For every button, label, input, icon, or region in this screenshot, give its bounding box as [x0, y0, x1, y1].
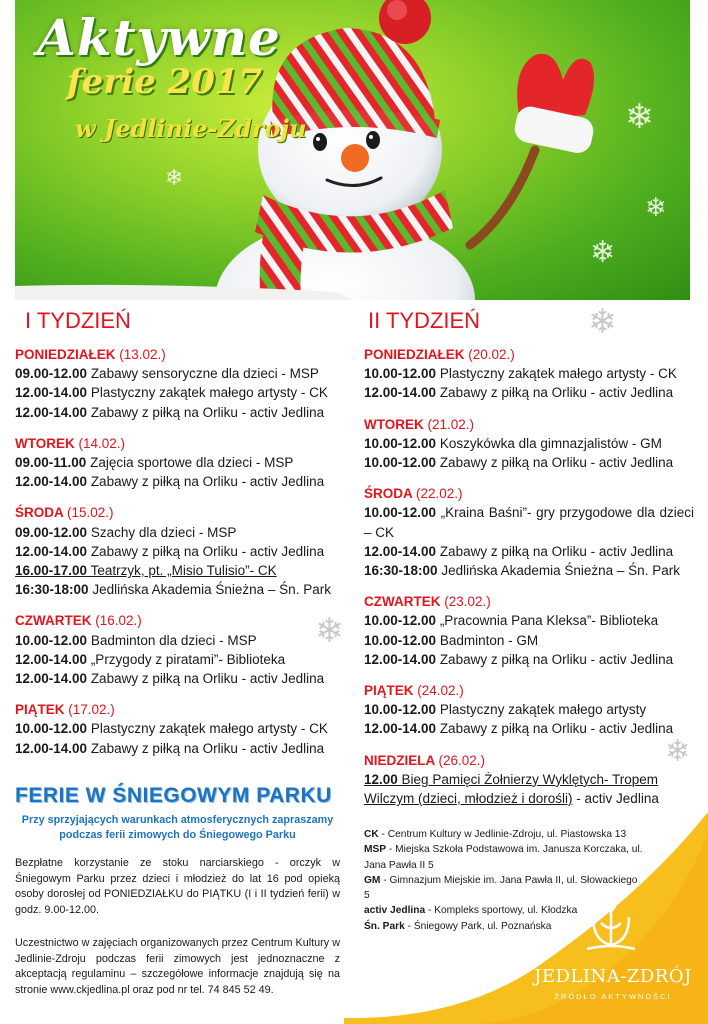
- event-row: [15, 719, 343, 738]
- event-main: [15, 721, 328, 736]
- day-name: NIEDZIELA: [364, 752, 435, 768]
- event-row: [364, 770, 694, 808]
- day-block: [364, 751, 694, 809]
- event-time: 10.00-12.00: [364, 505, 437, 521]
- snow-park-rules: Uczestnictwo w zajęciach organizowanych przez Centrum Kultury w Jedlinie-Zdroju podczas ferii zimowych jest jednoznaczne z akceptacją regulaminu – szczegółowe informacje znajdują się na stronie www.ckjedlina.pl oraz pod nr tel. 74 845 52 49.: [15, 937, 340, 996]
- event-main: [15, 455, 293, 470]
- day-name: PONIEDZIAŁEK: [364, 347, 465, 362]
- event-main: [15, 633, 257, 648]
- event-text: Zabawy z piłką na Orliku - activ Jedlina: [436, 543, 674, 559]
- event-text: „Przygody z piratami”- Biblioteka: [87, 651, 286, 667]
- day-name: WTOREK: [15, 435, 75, 451]
- legend-text: - Gimnazjum Miejskie im. Jana Pawła II, ul. Słowackiego 5: [364, 874, 638, 902]
- legend-abbr: GM: [364, 874, 381, 886]
- event-row: [364, 434, 694, 453]
- day-title: [15, 345, 343, 364]
- day-block: [364, 592, 694, 669]
- day-block: [364, 345, 694, 403]
- event-main: [364, 702, 646, 717]
- day-date: (26.02.): [438, 752, 486, 768]
- event-text: Jedlińska Akademia Śnieżna – Śn. Park: [437, 563, 680, 579]
- event-time: 10.00-12.00: [364, 632, 437, 648]
- event-row: [15, 542, 343, 561]
- event-row: [15, 650, 343, 669]
- event-row: [364, 364, 694, 383]
- event-main: [15, 525, 236, 540]
- day-date: (24.02.): [417, 683, 464, 699]
- week-1-schedule: [15, 345, 343, 770]
- legend-abbr: CK: [364, 829, 379, 840]
- event-row: [364, 719, 694, 738]
- event-time: 12.00-14.00: [15, 404, 88, 420]
- event-main: [364, 366, 677, 381]
- event-main: [364, 505, 694, 539]
- day-date: (15.02.): [67, 505, 114, 521]
- event-row: [15, 523, 343, 542]
- event-row: [15, 472, 343, 491]
- day-block: [15, 611, 343, 688]
- day-name: PIĄTEK: [15, 702, 65, 718]
- event-main: [364, 455, 673, 470]
- event-time: 16:30-18:00: [15, 582, 89, 598]
- event-time: 12.00: [364, 771, 398, 787]
- event-time: 09.00-12.00: [15, 366, 88, 382]
- event-row: [364, 542, 694, 561]
- event-text: Zabawy z piłką na Orliku - activ Jedlina: [436, 651, 674, 667]
- day-name: CZWARTEK: [364, 594, 441, 610]
- week-2-schedule: [364, 345, 694, 820]
- event-main: [15, 652, 285, 667]
- event-main: [15, 582, 331, 597]
- event-main: [364, 544, 673, 559]
- event-time: 09.00-11.00: [15, 455, 87, 471]
- day-name: ŚRODA: [364, 486, 413, 502]
- jedlina-logo-name: JEDLINA-ZDRÓJ: [534, 966, 692, 987]
- event-text: Zabawy z piłką na Orliku - activ Jedlina: [87, 404, 325, 420]
- event-time: 12.00-14.00: [15, 671, 88, 687]
- event-main: [15, 563, 277, 578]
- legend-text: - Miejska Szkoła Podstawowa im. Janusza Korczaka, ul. Jana Pawła II 5: [364, 844, 643, 871]
- event-main: [15, 366, 319, 381]
- day-title: [15, 434, 343, 453]
- event-text: Zabawy z piłką na Orliku - activ Jedlina: [436, 455, 674, 471]
- event-row: [15, 561, 343, 580]
- banner-subtitle: ferie 2017: [67, 62, 263, 102]
- event-text: Zabawy z piłką na Orliku - activ Jedlina: [436, 721, 674, 737]
- day-date: (13.02.): [119, 347, 166, 362]
- day-title: [364, 681, 694, 700]
- event-row: [364, 561, 694, 580]
- event-row: [364, 503, 694, 541]
- day-title: [364, 345, 694, 364]
- event-main: [364, 563, 680, 578]
- day-date: (16.02.): [95, 613, 142, 629]
- event-row: [15, 383, 343, 402]
- snowflake-icon: ❄: [165, 166, 184, 191]
- event-row: [15, 453, 343, 472]
- day-block: [15, 345, 343, 422]
- legend-abbr: activ Jedlina: [364, 905, 426, 917]
- day-title: [15, 503, 343, 522]
- event-row: [364, 611, 694, 630]
- day-name: WTOREK: [364, 416, 424, 432]
- legend-text: - Kompleks sportowy, ul. Kłodzka: [425, 905, 578, 917]
- day-date: (22.02.): [416, 486, 463, 502]
- event-text: Zabawy z piłką na Orliku - activ Jedlina: [87, 671, 325, 687]
- snowflake-icon: ❄: [625, 97, 654, 137]
- banner-place: w Jedlinie-Zdroju: [75, 114, 307, 143]
- event-time: 16:30-18:00: [364, 563, 438, 579]
- snow-park-title-highlight: ŚNIEGOWYM: [112, 784, 250, 807]
- legend-item: [364, 829, 626, 840]
- event-time: 12.00-14.00: [15, 543, 88, 559]
- event-text: Plastyczny zakątek małego artysty - CK: [436, 366, 677, 382]
- jedlina-logo-icon: [583, 893, 639, 953]
- event-main: [15, 544, 324, 559]
- event-time: 12.00-14.00: [364, 385, 437, 401]
- event-time: 10.00-12.00: [364, 613, 437, 629]
- day-title: [15, 611, 343, 630]
- event-time: 10.00-12.00: [15, 632, 88, 648]
- day-name: ŚRODA: [15, 505, 64, 521]
- event-time: 12.00-14.00: [15, 474, 88, 490]
- day-name: PIĄTEK: [364, 683, 414, 699]
- event-main: [15, 741, 324, 756]
- day-date: (21.02.): [427, 416, 475, 432]
- snowflake-icon: ❄: [588, 302, 617, 342]
- snow-park-title-suffix: PARKU: [249, 784, 332, 807]
- event-text: Zabawy z piłką na Orliku - activ Jedlina: [87, 543, 325, 559]
- event-time: 09.00-12.00: [15, 524, 88, 540]
- event-time: 10.00-12.00: [364, 455, 437, 471]
- snow-park-intro: Przy sprzyjających warunkach atmosferycznych zapraszamy podczas ferii zimowych do Śniegowego Parku: [21, 814, 334, 841]
- snow-park-title: [15, 784, 332, 808]
- week-1-heading: I TYDZIEŃ: [25, 308, 131, 333]
- event-main: [364, 385, 673, 400]
- day-date: (17.02.): [68, 702, 115, 718]
- event-text: Badminton - GM: [436, 632, 539, 648]
- event-time: 10.00-12.00: [364, 366, 437, 382]
- event-text: Bieg Pamięci Żołnierzy Wyklętych- Tropem Wilczym (dzieci, młodzież i dorośli): [364, 771, 659, 807]
- event-row: [15, 580, 343, 599]
- day-name: PONIEDZIAŁEK: [15, 347, 116, 362]
- snowflake-icon: ❄: [590, 235, 616, 270]
- day-title: [364, 415, 694, 434]
- event-row: [364, 650, 694, 669]
- event-time: 10.00-12.00: [364, 435, 437, 451]
- event-time: 12.00-14.00: [15, 740, 88, 756]
- event-row: [15, 631, 343, 650]
- jedlina-logo-tagline: ŹRÓDŁO AKTYWNOŚCI: [554, 992, 672, 1001]
- event-time: 10.00-12.00: [15, 721, 88, 737]
- event-row: [364, 383, 694, 402]
- day-name: CZWARTEK: [15, 613, 92, 629]
- event-text: Zabawy z piłką na Orliku - activ Jedlina: [436, 385, 674, 401]
- banner-title: Aktywne: [37, 8, 281, 67]
- event-row: [364, 453, 694, 472]
- legend-text: - Śniegowy Park, ul. Poznańska: [404, 920, 552, 932]
- snow-park-description: Bezpłatne korzystanie ze stoku narciarskiego - orczyk w Śniegowym Parku przez dzieci i młodzież do lat 16 pod opieką osoby dorosłej od PONIEDZIAŁKU do PIĄTKU (I i II tydzień ferii) w godz. 9.00-12.00.: [15, 857, 340, 916]
- event-text: Badminton dla dzieci - MSP: [87, 632, 257, 648]
- day-date: (14.02.): [78, 435, 126, 451]
- event-main: [364, 652, 673, 667]
- event-text: Zabawy z piłką na Orliku - activ Jedlina: [87, 474, 325, 490]
- event-main: [364, 613, 658, 628]
- day-title: [364, 484, 694, 503]
- event-row: [364, 631, 694, 650]
- event-text: Plastyczny zakątek małego artysty: [436, 702, 647, 718]
- snowflake-icon: ❄: [665, 734, 691, 769]
- event-main: [15, 474, 324, 489]
- event-main: [364, 721, 673, 736]
- event-text: Plastyczny zakątek małego artysty - CK: [87, 721, 328, 737]
- day-block: [15, 503, 343, 599]
- legend-item: [364, 844, 643, 870]
- event-text: Jedlińska Akademia Śnieżna – Śn. Park: [88, 582, 331, 598]
- event-row: [15, 669, 343, 688]
- legend-text: - Centrum Kultury w Jedlinie-Zdroju, ul. Piastowska 13: [378, 829, 627, 840]
- week-2-heading: II TYDZIEŃ: [368, 308, 481, 333]
- event-text: Zajęcia sportowe dla dzieci - MSP: [86, 455, 294, 471]
- day-block: [15, 700, 343, 758]
- event-text: Teatrzyk, pt. „Misio Tulisio”- CK: [87, 563, 277, 579]
- legend-abbr: MSP: [364, 844, 387, 856]
- event-row: [15, 739, 343, 758]
- event-text: Koszykówka dla gimnazjalistów - GM: [436, 435, 662, 451]
- event-row: [15, 364, 343, 383]
- day-title: [364, 592, 694, 611]
- day-date: (23.02.): [444, 594, 491, 610]
- day-title: [15, 700, 343, 719]
- event-text: Szachy dla dzieci - MSP: [87, 524, 237, 540]
- event-text: Zabawy z piłką na Orliku - activ Jedlina: [87, 740, 325, 756]
- event-text: „Pracownia Pana Kleksa”- Biblioteka: [436, 613, 659, 629]
- snowflake-icon: ❄: [315, 611, 344, 651]
- day-date: (20.02.): [468, 347, 515, 362]
- event-text: Zabawy sensoryczne dla dzieci - MSP: [87, 366, 319, 382]
- event-time: 10.00-12.00: [364, 702, 437, 718]
- header-banner: [15, 0, 690, 300]
- event-text: „Kraina Baśni”- gry przygodowe dla dzieci – CK: [364, 505, 694, 540]
- event-time: 12.00-14.00: [15, 651, 88, 667]
- event-time: 16.00-17.00: [15, 563, 88, 579]
- day-block: [15, 434, 343, 492]
- day-block: [364, 484, 694, 580]
- event-row: [15, 403, 343, 422]
- event-venue: - activ Jedlina: [572, 791, 659, 807]
- snow-park-title-prefix: FERIE W: [15, 784, 113, 807]
- day-block: [364, 681, 694, 739]
- event-text: Plastyczny zakątek małego artysty - CK: [87, 385, 328, 401]
- day-block: [364, 415, 694, 473]
- event-main: [15, 671, 324, 686]
- event-main: [15, 405, 324, 420]
- snowflake-icon: ❄: [645, 193, 667, 223]
- event-main: [364, 436, 662, 451]
- event-time: 12.00-14.00: [364, 721, 437, 737]
- day-title: [364, 751, 694, 770]
- legend-item: [364, 905, 577, 916]
- event-row: [364, 700, 694, 719]
- legend-item: [364, 921, 551, 932]
- event-time: 12.00-14.00: [364, 651, 437, 667]
- legend-abbr: Śn. Park: [364, 920, 405, 932]
- event-main: [364, 633, 538, 648]
- event-main: [15, 385, 328, 400]
- event-time: 12.00-14.00: [364, 543, 437, 559]
- event-time: 12.00-14.00: [15, 385, 88, 401]
